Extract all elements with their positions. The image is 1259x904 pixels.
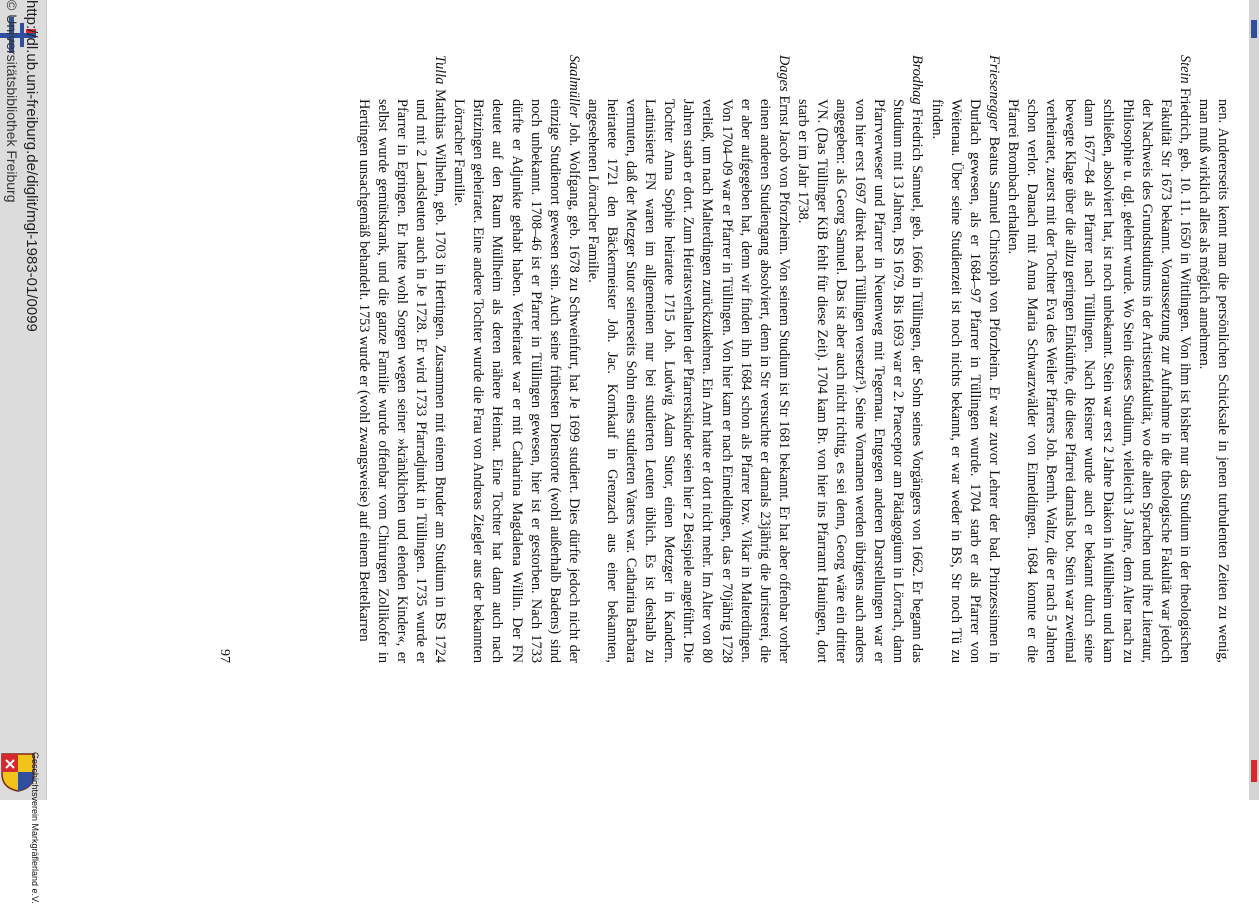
text-paragraph — [1194, 99, 1232, 663]
entry-text: Joh. Wolfgang, geb. 1678 zu Schweinfurt, hat Je 1699 studiert. Dies dürfte jedoch nicht der einzige Studienort gewesen sein. Auch seine frühesten Dienstorte (wohl außerhalb Badens) sind noch unbekannt. 1708–46 ist er Pfarrer in Tüllingen gewesen, hier ist er gestorben. Nach 1733 dürfte er Adjunkte gehabt haben. Verheiratet war er mit Catharina Magdalena Willin. Der FN deutet auf den Raum Müllheim als deren nähere Heimat. Eine Tochter hat dann auch nach Britzingen geheiratet. Eine andere Tochter wurde die Frau von Andreas Ziegler aus der bekannten Lörracher Familie. — [451, 99, 582, 663]
document-url[interactable]: http://dl.ub.uni-freiburg.de/diglit/mgl-1983-01/0099 — [23, 0, 40, 332]
entry-text: Ernst Jacob von Pforzheim. Von seinem Studium ist Str 1681 bekannt. Er hat aber offenbar vorher einen anderen Studiengang absolviert, denn in Str versuchte er damals 23jährig die Juristerei, die er aber aufgegeben hat, denn wir finden ihn 1684 schon als Pfarrer bzw. Vikar in Malterdingen. Von 1704–09 war er Pfarrer in Tüllingen. Von hier kam er nach Eimeldingen, das er 70jährig 1728 verließ, um nach Malterdingen zurückzukehren. Ein Amt hatte er dort nicht mehr. Im Alter von 80 Jahren starb er dort. Zum Heiratsverhalten der Pfarrerskinder seien hier 2 Beispiele angeführt. Die Tochter Anna Sophie heiratete 1715 Joh. Ludwig Adam Sutor, einen Metzger in Kandern. Latinisierte FN waren im allgemeinen nur bei studierten Leuten üblich. Es ist deshalb zu vermuten, daß der Metzger Sutor seinerseits Sohn eines studierten Vaters war. Catharina Barbara heiratete 1721 den Bäckermeister Joh. Jac. Kornkauf in Grenzach aus einer bekannten, angesehenen Lörracher Familie. — [584, 95, 792, 663]
entry-keyword: Friesenegger — [985, 55, 1002, 137]
scanned-page — [198, 55, 1232, 663]
edge-marker-icon — [1251, 20, 1257, 38]
entry-keyword: Saalmüller — [565, 55, 582, 123]
page-text — [354, 55, 1232, 663]
entry-keyword: Tulla — [432, 55, 449, 90]
society-name: Geschichtsverein Markgräflerland e.V. — [30, 752, 40, 904]
text-paragraph — [927, 55, 1003, 663]
entry-keyword: Stein — [1176, 55, 1193, 88]
entry-keyword: Dages — [775, 55, 792, 96]
sidebar-attribution — [0, 0, 40, 800]
society-badge — [0, 752, 46, 904]
text-paragraph — [354, 55, 449, 663]
rotated-page-content — [198, 55, 1232, 663]
library-credit: © Universitätsbibliothek Freiburg — [4, 0, 20, 203]
text-paragraph — [1003, 55, 1194, 663]
text-paragraph — [449, 55, 583, 663]
left-margin-bar — [0, 0, 47, 904]
entry-text: nen. Andererseits kennt man die persönlichen Schicksale in jenen turbulenten Zeiten zu wenig, man muß wirklich alles als möglich annehmen. — [1195, 99, 1231, 663]
text-paragraph — [583, 55, 793, 663]
text-paragraph — [793, 55, 927, 663]
entry-text: Friedrich, geb. 10. 11. 1650 in Wittlingen. Von ihm ist bisher nur das Studium in der theologischen Fakultät Str 1673 bekannt. Voraussetzung zur Aufnahme in die theologische Fakultät war jedoch der Nachweis des Grundstudiums in der Artistenfakultät, wo die alten Sprachen und ihre Literatur, Philosophie u. dgl. gelehrt wurde. Wo Stein dieses Studium, vielleicht 3 Jahre, dem Alter nach zu schließen, absolviert hat, ist noch unbekannt. Stein war erst 2 Jahre Diakon in Müllheim und kam dann 1677–84 als Pfarrer nach Tüllingen. Nach Reisner wurde auch er bekannt durch seine bewegte Klage über die allzu geringen Einkünfte, die diese Pfarrei damals bot. Stein war zweimal verheiratet, zuerst mit der Tochter Eva des Weiler Pfarrers Joh. Bernh. Waltz, die er nach 5 Jahren schon verlor. Danach mit Anna Maria Schwarzwälder von Eimeldingen. 1684 konnte er die Pfarrei Brombach erhalten. — [1004, 87, 1193, 663]
entry-text: Matthias Wilhelm, geb. 1703 in Hertingen. Zusammen mit einem Bruder am Studium in BS 1724 und mit 2 Landsleuten auch in Je 1728. Er wird 1733 Pfarradjunkt in Tüllingen. 1735 wurde er Pfarrer in Egringen. Er hatte wohl Sorgen wegen seiner »kränklichen und elenden Kinder«, er selbst wurde gemütskrank, und die ganze Familie wurde offenbar vom Chirurgen Zollikofer in Hertingen unsachgemäß behandelt. 1753 wurde er (wohl zwangsweise) auf einem Bettelkarren — [355, 89, 449, 663]
entry-text: Friedrich Samuel, geb. 1666 in Tüllingen, der Sohn seines Vorgängers von 1662. Er begann das Studium mit 13 Jahren, BS 1679. Bis 1693 war er 2. Praeceptor am Pädagogium in Lörrach, dann Pfarrverweser und Pfarrer in Neuenweg mit Tegernau. Entgegen anderen Darstellungen war er von hier erst 1697 direkt nach Tüllingen versetzt⁵). Seine Vornamen werden übrigens auch anders angegeben: als Georg Samuel. Das ist aber auch nicht richtig, es sei denn, Georg wäre ein dritter VN. (Das Tüllinger KiB fehlt für diese Zeit). 1704 kam Br. von hier ins Pfarramt Hauingen, dort starb er im Jahr 1738. — [794, 99, 926, 663]
page-number: 97 — [217, 649, 232, 663]
edge-crest-icon — [1251, 760, 1257, 782]
entry-text: Beatus Samuel Christoph von Pforzheim. Er war zuvor Lehrer der bad. Prinzessinnen in Durlach gewesen, als er 1684–97 Pfarrer in Tüllingen wurde. 1704 starb er als Pfarrer von Weitenau. Über seine Studienzeit ist noch nichts bekannt, er war weder in BS, Str noch Tü zu finden. — [928, 99, 1002, 663]
entry-keyword: Brodhag — [909, 55, 926, 109]
right-margin-bar — [1249, 0, 1259, 800]
